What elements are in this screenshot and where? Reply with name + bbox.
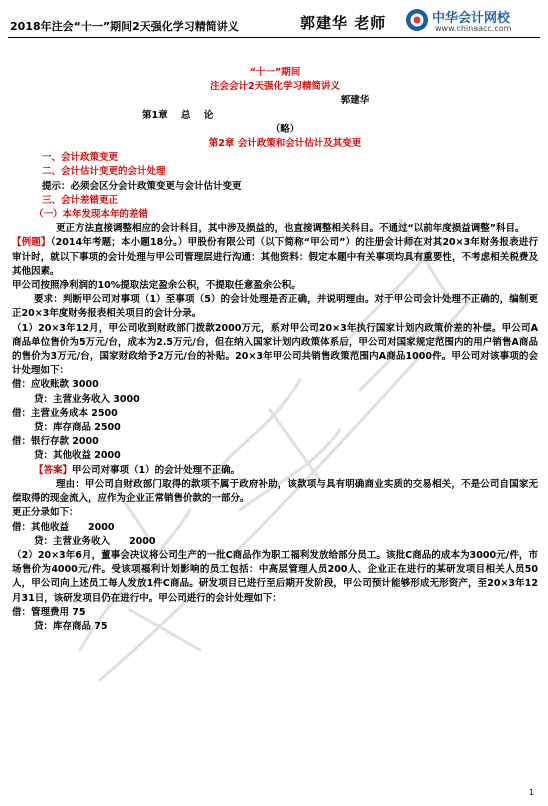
header-divider bbox=[8, 37, 540, 38]
journal-entry-line: 贷：其他收益 2000 bbox=[34, 450, 121, 462]
doc-author: 郭建华 bbox=[340, 95, 370, 107]
page-number: 1 bbox=[529, 788, 535, 797]
journal-entry-line: 借：银行存款 2000 bbox=[12, 436, 99, 448]
page-header bbox=[0, 0, 548, 40]
document-body bbox=[12, 66, 538, 634]
doc-title-2: 注会会计2天强化学习精简讲义 bbox=[209, 81, 341, 93]
logo-name: 中华会计网校 bbox=[432, 11, 511, 26]
paragraph-item-1: （1）20×3年12月，甲公司收到财政部门拨款2000万元，系对甲公司20×3年执行国家计划内政策价差的补偿。甲公司A商品单位售价为5万元/台，成本为2.5万元/台，但在纳入国家计划内政策体系后，甲公司对国家规定范围内的用户销售A商品的售价为3万元/台，国家财政给予2万元/台的补贴。20×3年甲公司共销售政策范围内A商品1000件。甲公司对该事项的会计处理如下： bbox=[12, 322, 538, 377]
correction-entry-line: 贷：主营业务收入 2000 bbox=[34, 535, 156, 547]
paragraph-surplus-reserve: 甲公司按照净利润的10%提取法定盈余公积，不提取任意盈余公积。 bbox=[12, 280, 301, 292]
tip-text: 提示：必须会区分会计政策变更与会计估计变更 bbox=[42, 180, 242, 192]
section-2-heading: 二、会计估计变更的会计处理 bbox=[42, 166, 166, 178]
subsection-heading: （一）本年发现本年的差错 bbox=[34, 209, 149, 221]
paragraph-requirement: 要求：判断甲公司对事项（1）至事项（5）的会计处理是否正确，并说明理由。对于甲公司会计处理不正确的，编制更正20×3年度财务报表相关项目的会计分录。 bbox=[12, 294, 538, 320]
example-tag: 【例题】 bbox=[12, 237, 51, 249]
logo-icon bbox=[405, 8, 429, 32]
header-title: 2018年注会“十一”期间2天强化学习精简讲义 bbox=[10, 20, 239, 33]
journal-entry-line: 借：应收账款 3000 bbox=[12, 379, 99, 391]
paragraph-correction-method: 更正方法直接调整相应的会计科目，其中涉及损益的，也直接调整相关科目。不通过“以前年度损益调整”科目。 bbox=[56, 223, 525, 235]
reason-paragraph: 理由：甲公司自财政部门取得的款项不属于政府补助，该款项与具有明确商业实质的交易相关，不是公司自国家无偿取得的现金流入，应作为企业正常销售价款的一部分。 bbox=[12, 478, 538, 505]
answer-paragraph bbox=[12, 464, 538, 478]
journal-entry-line: 借：管理费用 75 bbox=[12, 606, 86, 618]
section-1-heading: 一、会计政策变更 bbox=[42, 152, 119, 164]
header-author: 郭建华 老师 bbox=[300, 14, 387, 32]
chapter-1-note: （略） bbox=[270, 123, 300, 135]
chinaacc-logo bbox=[405, 6, 545, 36]
paragraph-item-2: （2）20×3年6月，董事会决议将公司生产的一批C商品作为职工福利发放给部分员工。该批C商品的成本为3000元/件，市场售价为4000元/件。受该项福利计划影响的员工包括：中高层管理人员200人、企业正在进行的某研发项目相关人员50人，甲公司向上述员工每人发放1件C商品。研发项目已进行至后期开发阶段，甲公司预计能够形成无形资产，至20×3年12月31日，该研发项目仍在进行中。甲公司进行的会计处理如下： bbox=[12, 549, 538, 604]
journal-entry-line: 贷：主营业务收入 3000 bbox=[34, 393, 140, 405]
correction-entry-line: 借：其他收益 2000 bbox=[12, 521, 115, 533]
correction-intro: 更正分录如下： bbox=[12, 507, 79, 519]
chapter-1-title: 第1章 总 论 bbox=[142, 109, 214, 121]
journal-entry-line: 贷：库存商品 75 bbox=[34, 620, 108, 632]
doc-title-1: “十一”期间 bbox=[249, 67, 301, 78]
section-3-heading: 三、会计差错更正 bbox=[42, 194, 119, 206]
journal-entry-line: 贷：库存商品 2500 bbox=[34, 422, 121, 434]
journal-entry-line: 借：主营业务成本 2500 bbox=[12, 407, 118, 419]
answer-tag: 【答案】 bbox=[34, 464, 73, 476]
answer-body: 甲公司对事项（1）的会计处理不正确。 bbox=[72, 464, 241, 476]
example-paragraph bbox=[12, 236, 538, 279]
chapter-2-title: 第2章 会计政策和会计估计及其变更 bbox=[208, 138, 362, 150]
logo-url: www.chinaacc.com bbox=[435, 24, 512, 33]
example-body: （2014年考题；本小题18分。）甲股份有限公司（以下简称“甲公司”）的注册会计师在对其20×3年财务报表进行审计时，就以下事项的会计处理与甲公司管理层进行沟通：其他资料：假定本题中有关事项均具有重要性，不考虑相关税费及其他因素。 bbox=[12, 237, 538, 277]
